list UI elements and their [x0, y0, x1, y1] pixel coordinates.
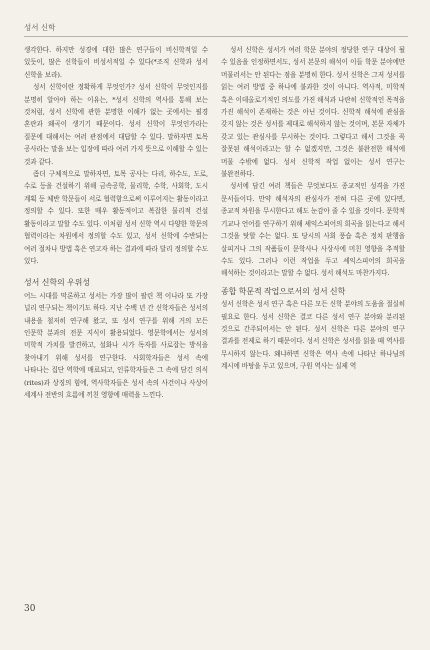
paragraph: 어느 시대를 막론하고 성서는 가장 많이 팔린 책 이나라 또 가장 널리 연구되는 책이기도 하다. 지난 수백 년 간 신학자들은 성서의 내용을 철저히 연구해 왔고, 또 성서 연구를 위해 거의 모든 인문학 분과의 전문 지식이 활용되었다. 영문학에서는 성서의 미학적 가치를 발견하고, 설화나 시가 독자를 사로잡는 방식을 찾아내기 위해 성서를 연구한다. 사회학자들은 성서 속에 나타나는 집단 역학에 매료되고, 인류학자들은 그 속에 담긴 의식(rites)과 상징의 힘에, 역사학자들은 성서 속의 사건이나 사상이 세계사 전반의 흐름에 끼친 영향에 매력을 느낀다. [24, 291, 208, 399]
paragraph: 생각한다. 하지만 성경에 대한 많은 연구들이 비신학적일 수 있듯이, 많은 신학들이 비성서적일 수 있다(*조직 신학과 성서 신학을 보라). [24, 46, 208, 79]
header-divider [24, 36, 408, 37]
paragraph: 성서에 담긴 여러 책들은 무엇보다도 종교적인 성격을 가진 문서들이다. 만약 해석자의 관심사가 전혀 다른 곳에 있다면, 종교적 차원을 무시한다고 해도 눈감아 줄 수 있을 것이다. 문학적 기교나 언어를 연구하기 위해 셰익스피어의 희곡을 읽는다고 해서 그것을 탓할 수는 없다. 또 당시의 사회 풍습 혹은 정치 판행을 살피거나 그의 작품들이 문학사나 사상사에 미친 영향을 추적할 수도 있다. 그러나 이런 작업을 두고 셰익스피어의 희곡을 해석하는 것이라고는 말할 수 없다. 성서 해석도 마찬가지다. [221, 182, 405, 278]
right-column [221, 44, 405, 373]
section-heading: 종합 학문적 작업으로서의 성서 신학 [221, 286, 346, 296]
paragraph: 좀더 구체적으로 말하자면, 토목 공사는 다리, 하수도, 도로, 수로 등을 건설하기 위해 금속공학, 물리학, 수학, 사회학, 도시 계획 등 체반 학문들이 서로 협력함으로써 이루어지는 활동이라고 정의할 수 있다. 또한 매우 활동적이고 복잡한 물리적 건설 활동이라고 말할 수도 있다. 이처럼 성서 신학 역시 다양한 학문의 협력이라는 차원에서 정의할 수도 있고, 성서 신학에 수반되는 여러 절차나 방법 혹은 연고자 하는 결과에 따라 달리 정의할 수도 있다. [24, 170, 208, 265]
section-heading: 성서 신학의 우위성 [24, 278, 90, 288]
page-number: 30 [24, 604, 36, 614]
left-column [24, 44, 208, 401]
running-header: 성서 신학 [24, 23, 56, 32]
paragraph: 성서 신학은 성서가 여러 학문 분야의 정당한 연구 대상이 될 수 있음을 인정하면서도, 성서 본문의 해석이 이들 학문 분야에만 머물러서는 안 된다는 점을 분명히 한다. 성서 신학은 그저 성서를 읽는 여러 방법 중 하나에 불과한 것이 아니다. 역사적, 미학적 혹은 이데올로기적인 의도를 가진 해석과 나란히 신학적인 목적을 가진 해석이 존재하는 것은 아닌 것이다. 신학적 해석에 관심을 갖지 않는 것은 성서를 제대로 해석하지 않는 것이며, 본문 자체가 갖고 있는 관심사를 무시하는 것이다. 그렇다고 해서 그것을 꼭 잘못된 해석이라고는 할 수 없겠지만, 그것은 불완전한 해석에 머물 수밖에 없다. 성서 신학적 작업 없이는 성서 연구는 불완전하다. [221, 46, 405, 179]
paragraph: 성서 신학이란 정확하게 무엇인가? 성서 신학이 무엇인지를 분명히 알아야 하는 이유는, *성서 신학의 역사를 통해 보는 것처럼, 성서 신학에 관한 분명한 이해가 없는 곳에서는 필경 혼란과 왜곡이 생기기 때문이다. 성서 신학이 무엇인가라는 질문에 대해서는 여러 관점에서 대답할 수 있다. 말하자면 토목 공사라는 말을 보는 입장에 따라 여러 가지 뜻으로 이해할 수 있는 것과 같다. [24, 83, 208, 166]
paragraph: 성서 신학은 성서 연구 혹은 다른 모든 신학 분야의 도움을 절실히 필요로 한다. 성서 신학은 결코 다른 성서 연구 분야와 분리된 것으로 간주되어서는 안 된다. 성서 신학은 다른 분야의 연구 결과를 전제로 하기 때문이다. 성서 신학은 성서를 읽을 때 역사를 무시하지 않는다. 왜냐하면 신학은 역사 속에 나타난 하나님의 계시에 바탕을 두고 있으며, 구원 역사는 실제 역 [221, 300, 405, 371]
